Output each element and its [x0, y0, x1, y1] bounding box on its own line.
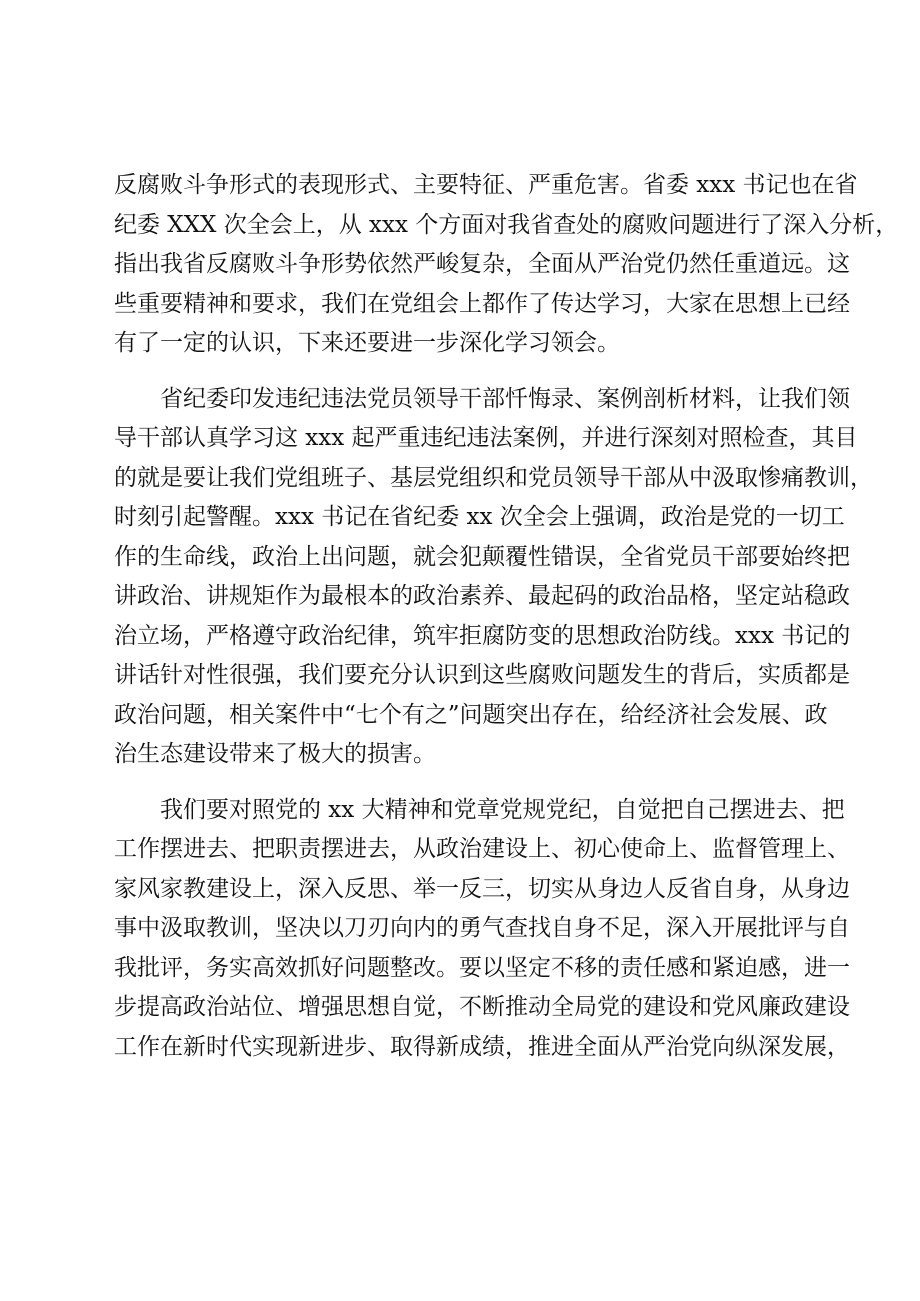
text-line: 指出我省反腐败斗争形势依然严峻复杂，全面从严治党仍然任重道远。这: [114, 251, 850, 277]
text-line: 我批评，务实高效抓好问题整改。要以坚定不移的责任感和紧迫感，进一: [114, 954, 850, 981]
paragraph-2: [114, 380, 873, 775]
text-line: 省纪委印发违纪违法党员领导干部忏悔录、案例剖析材料，让我们领: [160, 385, 850, 412]
text-line: 作的生命线，政治上出问题，就会犯颠覆性错误，全省党员干部要始终把: [114, 543, 850, 570]
text-line: 我们要对照党的 xx 大精神和党章党规党纪，自觉把自己摆进去、把: [160, 796, 845, 823]
document-body: [114, 166, 899, 1067]
paragraph-1: [114, 166, 899, 364]
text-line: 的就是要让我们党组班子、基层党组织和党员领导干部从中汲取惨痛教训，: [114, 464, 873, 491]
text-line: 治立场，严格遵守政治纪律，筑牢拒腐防变的思想政治防线。xxx 书记的: [114, 622, 851, 649]
text-line: 纪委 XXX 次全会上，从 xxx 个方面对我省查处的腐败问题进行了深入分析，: [114, 211, 899, 238]
text-line: 时刻引起警醒。xxx 书记在省纪委 xx 次全会上强调，政治是党的一切工: [114, 504, 845, 530]
text-line: 讲政治、讲规矩作为最根本的政治素养、最起码的政治品格，坚定站稳政: [114, 583, 850, 609]
text-line: 政治问题，相关案件中“七个有之”问题突出存在，给经济社会发展、政: [114, 701, 828, 728]
text-line: 反腐败斗争形式的表现形式、主要特征、严重危害。省委 xxx 书记也在省: [114, 172, 858, 198]
paragraph-gap: [114, 364, 826, 380]
paragraph-gap: [114, 775, 826, 791]
text-line: 事中汲取教训，坚决以刀刃向内的勇气查找自身不足，深入开展批评与自: [114, 915, 850, 941]
text-line: 讲话针对性很强，我们要充分认识到这些腐败问题发生的背后，实质都是: [114, 662, 850, 688]
text-line: 步提高政治站位、增强思想自觉，不断推动全局党的建设和党风廉政建设: [114, 994, 850, 1020]
text-line: 家风家教建设上，深入反思、举一反三，切实从身边人反省自身，从身边: [114, 875, 850, 902]
paragraph-3: [114, 791, 850, 1068]
text-line: 治生态建设带来了极大的损害。: [114, 741, 436, 767]
text-line: 工作在新时代实现新进步、取得新成绩，推进全面从严治党向纵深发展，: [114, 1033, 850, 1060]
text-line: 导干部认真学习这 xxx 起严重违纪违法案例，并进行深刻对照检查，其目: [114, 425, 858, 451]
text-line: 有了一定的认识，下来还要进一步深化学习领会。: [114, 330, 620, 356]
text-line: 工作摆进去、把职责摆进去，从政治建设上、初心使命上、监督管理上、: [114, 836, 850, 862]
text-line: 些重要精神和要求，我们在党组会上都作了传达学习，大家在思想上已经: [114, 290, 850, 317]
